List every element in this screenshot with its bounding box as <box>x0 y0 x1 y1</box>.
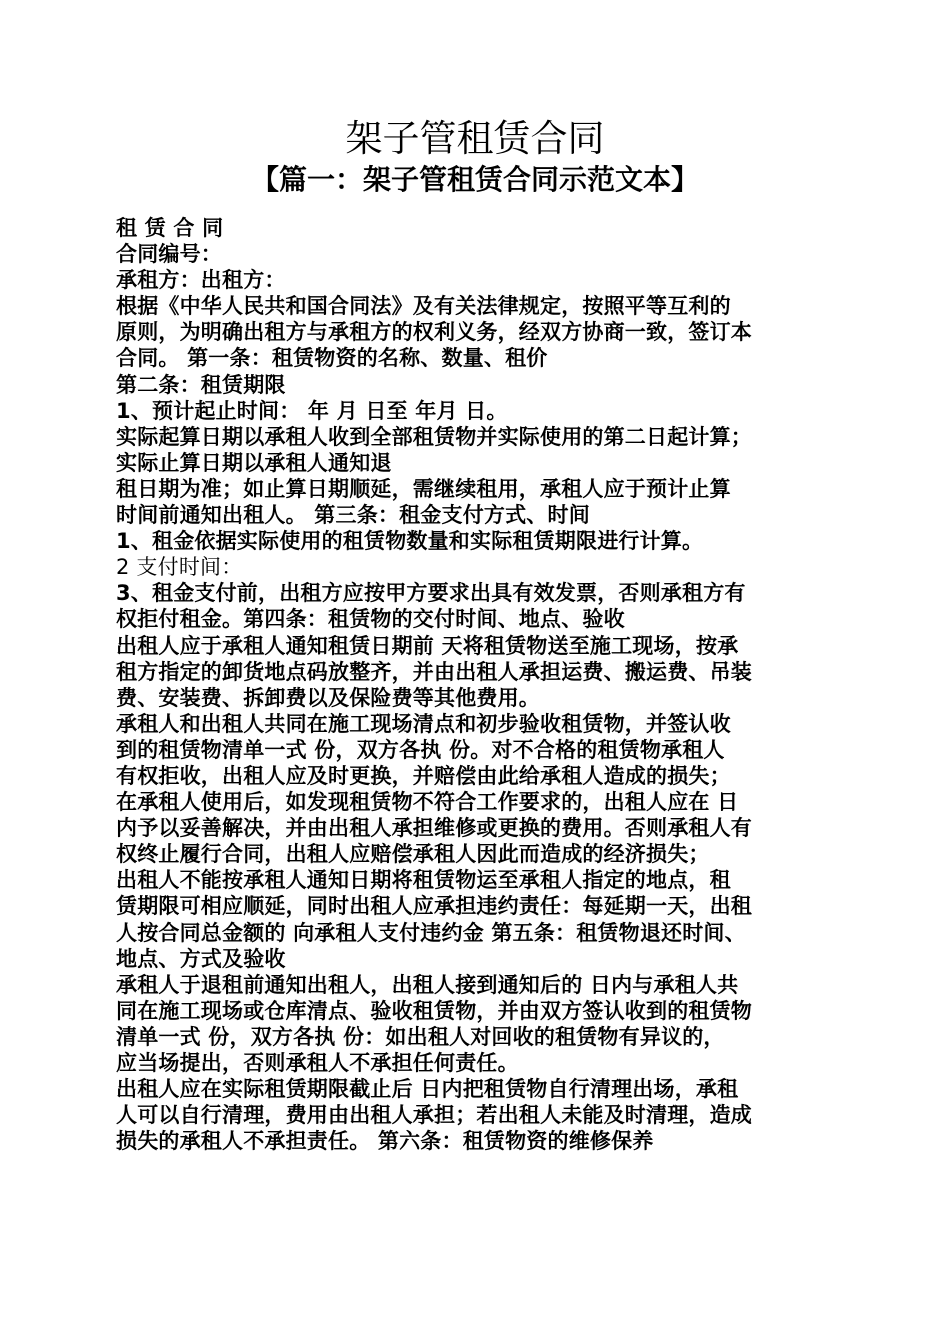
text-line: 出租人应在实际租赁期限截止后 日内把租赁物自行清理出场，承租 <box>116 1077 739 1102</box>
text-line: 有权拒收，出租人应及时更换，并赔偿由此给承租人造成的损失； <box>116 763 731 788</box>
text-line: 1、租金依据实际使用的租赁物数量和实际租赁期限进行计算。 <box>116 529 704 554</box>
text-line: 权终止履行合同，出租人应赔偿承租人因此而造成的经济损失； <box>116 842 710 867</box>
text-line: 同在施工现场或仓库清点、验收租赁物，并由双方签认收到的租赁物 <box>116 998 752 1023</box>
text-line: 实际止算日期以承租人通知退 <box>116 450 392 475</box>
text-line: 地点、方式及验收 <box>116 946 286 971</box>
text-line: 在承租人使用后，如发现租赁物不符合工作要求的，出租人应在 日 <box>116 790 739 815</box>
text-line: 人可以自行清理，费用由出租人承担；若出租人未能及时清理，造成 <box>116 1103 752 1128</box>
text-line: 内予以妥善解决，并由出租人承担维修或更换的费用。否则承租人有 <box>116 816 752 841</box>
text-line: 第二条：租赁期限 <box>116 372 286 397</box>
text-line: 出租人应于承租人通知租赁日期前 天将租赁物送至施工现场，按承 <box>116 633 739 658</box>
text-line: 应当场提出，否则承租人不承担任何责任。 <box>116 1051 519 1075</box>
text-line: 原则，为明确出租方与承租方的权利义务，经双方协商一致，签订本 <box>116 320 752 345</box>
text-line: 费、安装费、拆卸费以及保险费等其他费用。 <box>116 685 540 710</box>
text-line: 2 支付时间： <box>116 555 243 580</box>
document-subtitle: 【篇一：架子管租赁合同示范文本】 <box>250 163 699 196</box>
text-line: 3、租金支付前，出租方应按甲方要求出具有效发票，否则承租方有 <box>116 581 746 606</box>
contract-body <box>116 215 841 1154</box>
text-line: 租日期为准；如止算日期顺延，需继续租用，承租人应于预计止算 <box>116 476 731 501</box>
text-line: 承租人和出租人共同在施工现场清点和初步验收租赁物，并签认收 <box>116 711 731 736</box>
text-line: 实际起算日期以承租人收到全部租赁物并实际使用的第二日起计算； <box>116 424 752 449</box>
text-line: 租 赁 合 同 <box>116 216 224 240</box>
text-line: 到的租赁物清单一式 份，双方各执 份。对不合格的租赁物承租人 <box>116 737 725 762</box>
text-line: 损失的承租人不承担责任。 第六条：租赁物资的维修保养 <box>116 1129 654 1154</box>
text-line: 租方指定的卸货地点码放整齐，并由出租人承担运费、搬运费、吊装 <box>116 659 752 684</box>
text-line: 权拒付租金。第四条：租赁物的交付时间、地点、验收 <box>116 607 625 632</box>
text-line: 清单一式 份，双方各执 份：如出租人对回收的租赁物有异议的， <box>116 1024 725 1049</box>
text-line: 根据《中华人民共和国合同法》及有关法律规定，按照平等互利的 <box>116 294 731 319</box>
text-line: 1、预计起止时间： 年 月 日至 年月 日。 <box>116 398 508 423</box>
text-line: 赁期限可相应顺延，同时出租人应承担违约责任：每延期一天，出租 <box>116 894 752 919</box>
text-line: 承租方：出租方： <box>116 268 286 293</box>
document-title: 架子管租赁合同 <box>345 117 605 160</box>
text-line: 时间前通知出租人。 第三条：租金支付方式、时间 <box>116 503 590 528</box>
text-line: 合同编号： <box>116 242 222 267</box>
text-line: 人按合同总金额的 向承租人支付违约金 第五条：租赁物退还时间、 <box>116 920 746 945</box>
text-line: 出租人不能按承租人通知日期将租赁物运至承租人指定的地点，租 <box>116 868 731 893</box>
text-line: 合同。 第一条：租赁物资的名称、数量、租价 <box>116 346 548 371</box>
text-line: 承租人于退租前通知出租人，出租人接到通知后的 日内与承租人共 <box>116 972 739 997</box>
